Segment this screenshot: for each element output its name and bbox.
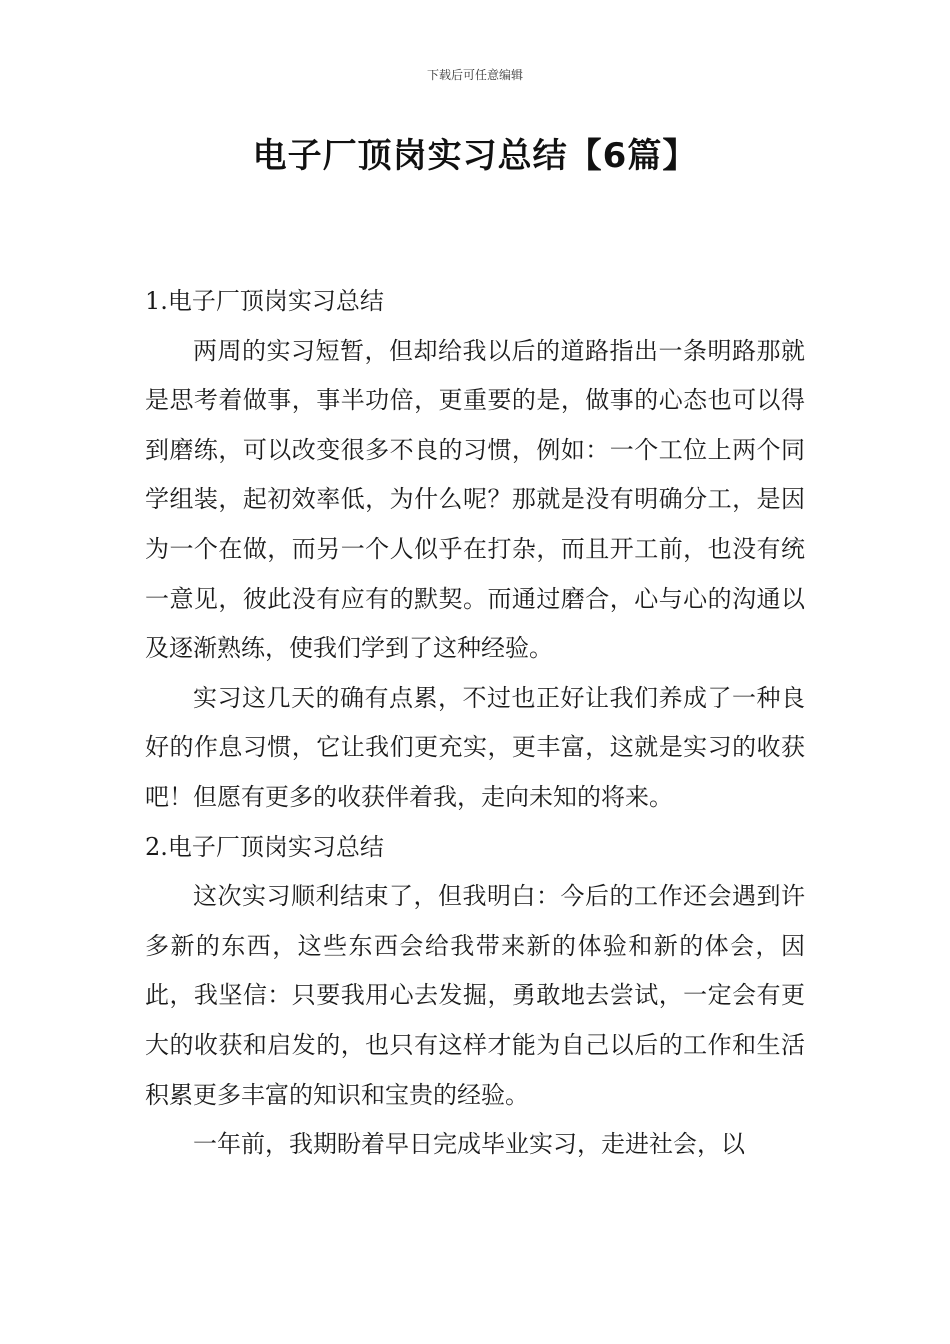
section-1-paragraph-1: 两周的实习短暂，但却给我以后的道路指出一条明路那就是思考着做事，事半功倍，更重要的是，做事的心态也可以得到磨练，可以改变很多不良的习惯，例如：一个工位上两个同学组装，起初效率低，为什么呢？那就是没有明确分工，是因为一个在做，而另一个人似乎在打杂，而且开工前，也没有统一意见，彼此没有应有的默契。而通过磨合，心与心的沟通以及逐渐熟练，使我们学到了这种经验。 (145, 336, 805, 663)
section-2-paragraph-2: 一年前，我期盼着早日完成毕业实习，走进社会，以 (193, 1130, 745, 1159)
section-1-paragraph-2: 实习这几天的确有点累，不过也正好让我们养成了一种良好的作息习惯，它让我们更充实，更丰富，这就是实习的收获吧！但愿有更多的收获伴着我，走向未知的将来。 (145, 683, 805, 811)
section-heading-1: 1.电子厂顶岗实习总结 (145, 287, 384, 315)
document-title: 电子厂顶岗实习总结【6篇】 (252, 136, 698, 176)
header-note: 下载后可任意编辑 (426, 68, 523, 82)
document-body (145, 277, 805, 1170)
section-2-paragraph-1: 这次实习顺利结束了，但我明白：今后的工作还会遇到许多新的东西，这些东西会给我带来新的体验和新的体会，因此，我坚信：只要我用心去发掘，勇敢地去尝试，一定会有更大的收获和启发的，也只有这样才能为自己以后的工作和生活积累更多丰富的知识和宝贵的经验。 (145, 882, 805, 1109)
section-heading-2: 2.电子厂顶岗实习总结 (145, 832, 384, 861)
